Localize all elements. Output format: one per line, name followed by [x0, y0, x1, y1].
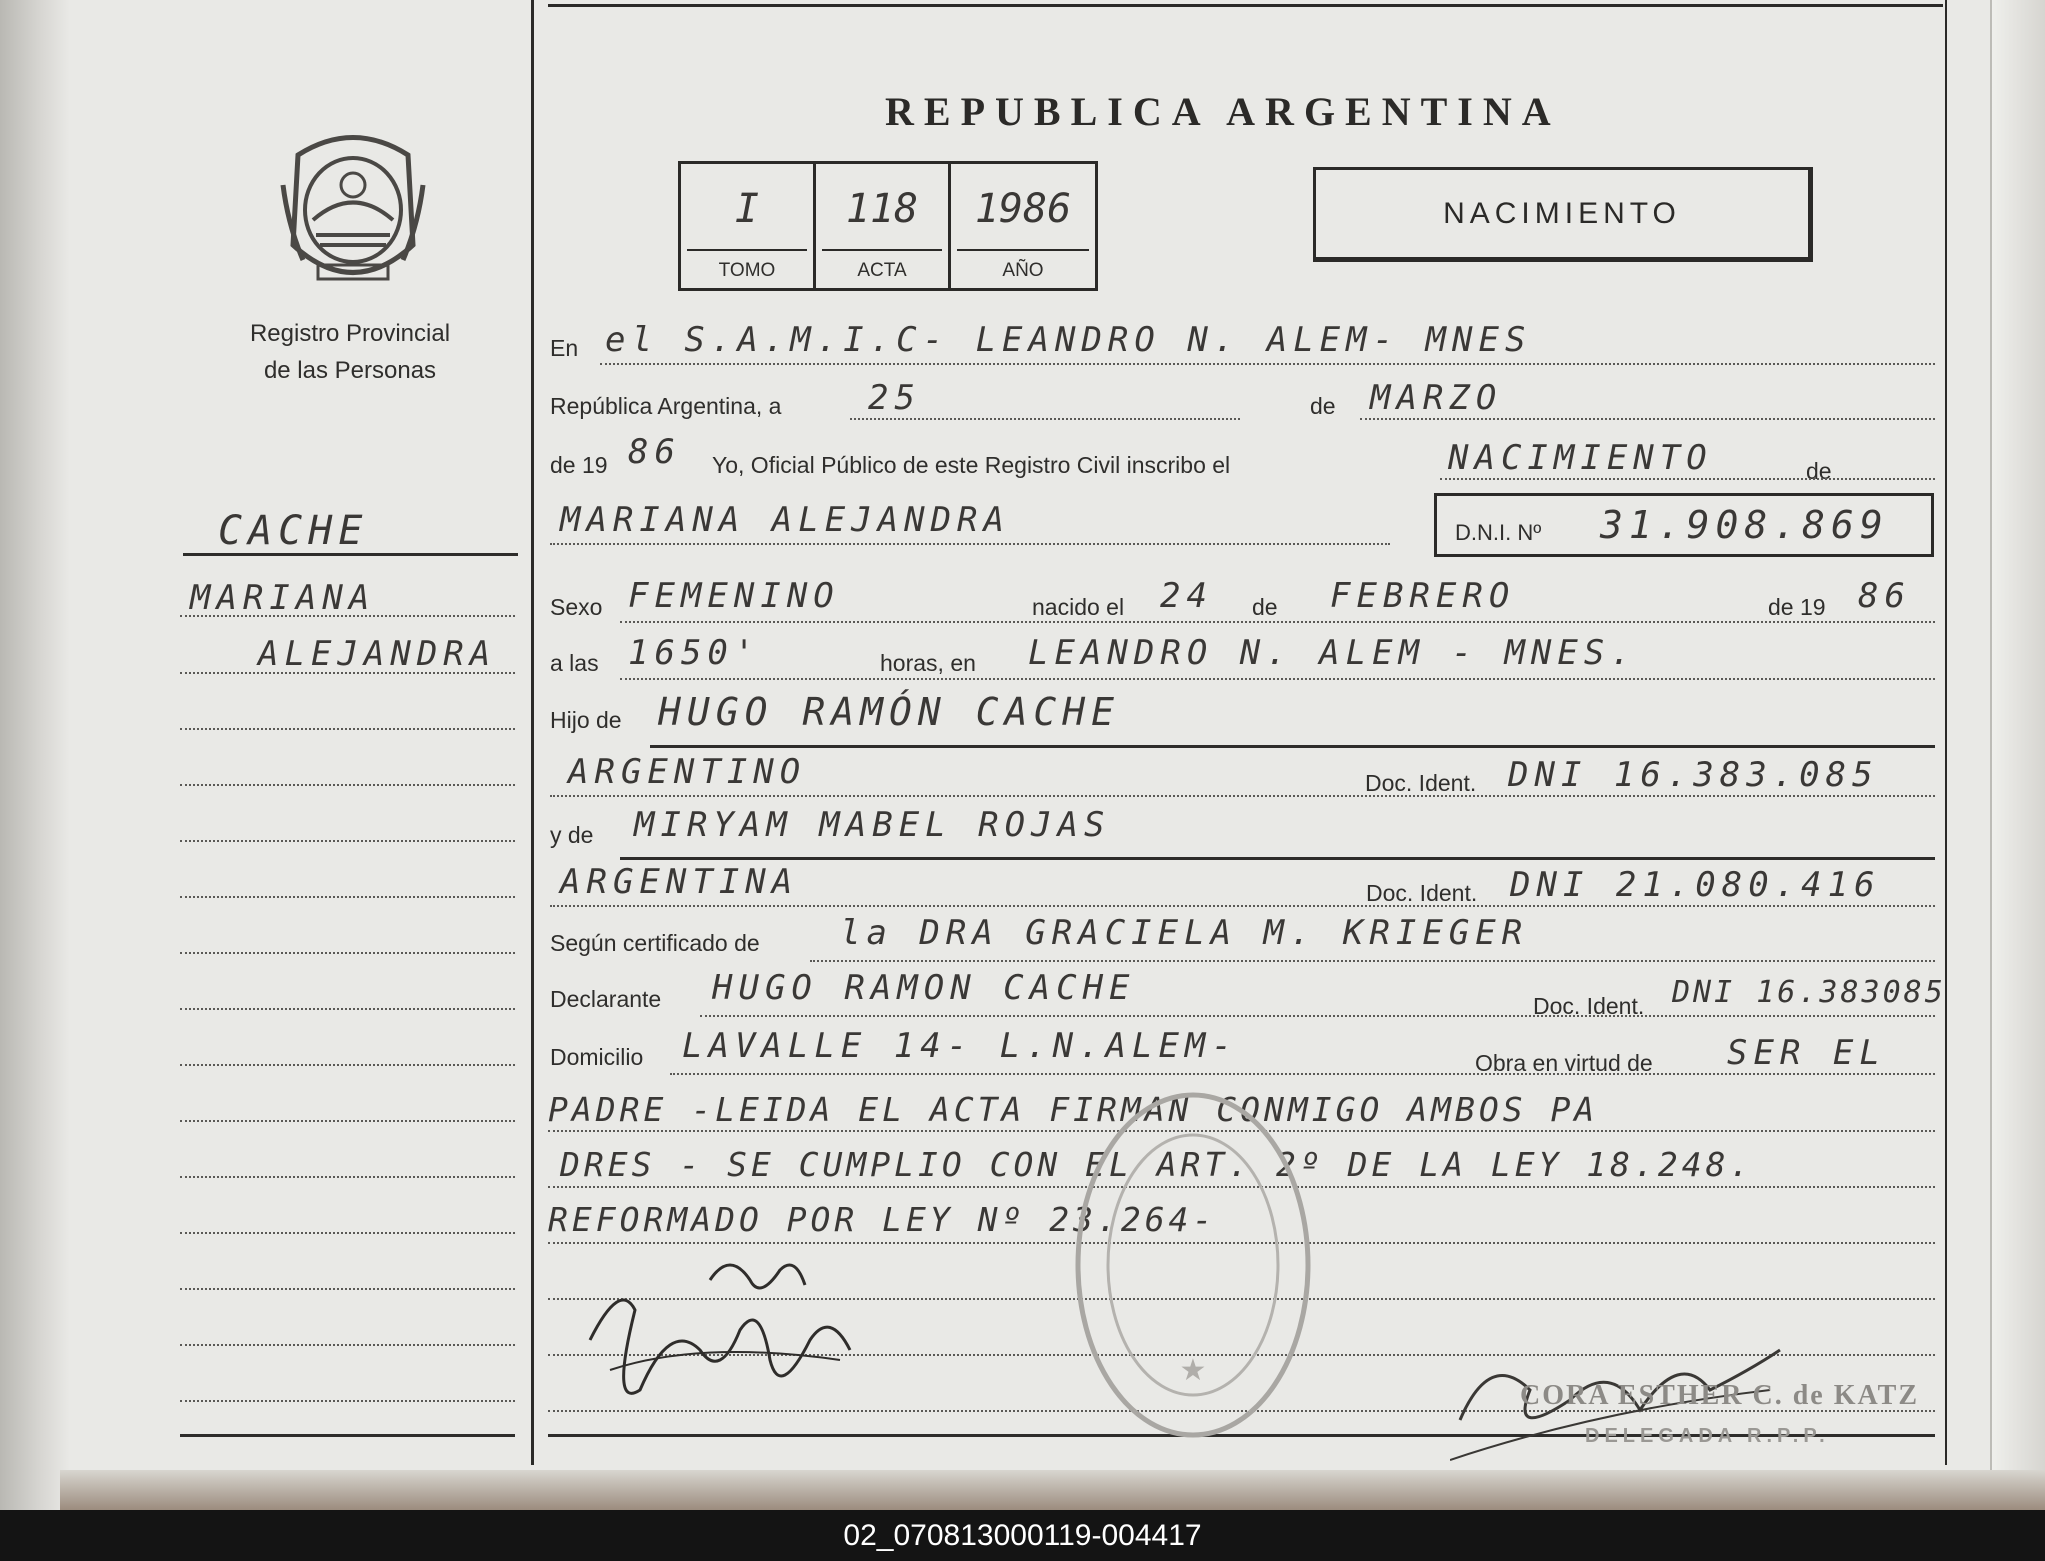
- hijo-label: Hijo de: [550, 707, 622, 733]
- stub-dotline: [180, 784, 515, 786]
- madre-value: MIRYAM MABEL ROJAS: [634, 805, 1111, 845]
- madre-doc-value: DNI 21.080.416: [1510, 865, 1881, 905]
- stub-dotline: [180, 1008, 515, 1010]
- main-border: [531, 0, 534, 1465]
- lugar-value: LEANDRO N. ALEM - MNES.: [1028, 633, 1637, 673]
- tomo-label: TOMO: [718, 260, 776, 281]
- nombre-value: MARIANA ALEJANDRA: [560, 500, 1010, 540]
- dotline: [620, 621, 1935, 623]
- obs-line3: REFORMADO POR LEY Nº 23.264-: [548, 1200, 1217, 1239]
- dotline: [550, 543, 1390, 545]
- padre-doc-value: DNI 16.383.085: [1508, 755, 1879, 795]
- anio-value: 1986: [974, 186, 1072, 232]
- obra-label: Obra en virtud de: [1475, 1050, 1653, 1076]
- acta-value: 118: [845, 186, 919, 232]
- stub-dotline: [180, 728, 515, 730]
- province-seal-logo: [278, 125, 428, 290]
- padre-doc-label: Doc. Ident.: [1365, 770, 1477, 796]
- image-code: 02_070813000119-004417: [0, 1510, 2045, 1561]
- official-stamp: [1068, 1080, 1318, 1450]
- en-label: En: [550, 335, 579, 361]
- declarante-doc-value: DNI 16.383085: [1672, 975, 1946, 1010]
- nacido-label: nacido el: [1032, 594, 1125, 620]
- rule: [650, 745, 1935, 748]
- svg-text:★: ★: [1179, 1354, 1207, 1387]
- republica-label: República Argentina, a: [550, 393, 782, 419]
- stub-dotline: [180, 1176, 515, 1178]
- stub-dotline: [180, 1344, 515, 1346]
- stub-dotline: [180, 1232, 515, 1234]
- dotline: [700, 1015, 1935, 1017]
- parents-signatures: [580, 1240, 880, 1420]
- obs-line1: PADRE -LEIDA EL ACTA FIRMAN CONMIGO AMBOS PA: [548, 1090, 1599, 1129]
- dotline: [550, 795, 1935, 797]
- sexo-label: Sexo: [550, 594, 603, 620]
- registry-name: [200, 315, 500, 389]
- stub-given1: MARIANA: [190, 578, 376, 618]
- domicilio-value: LAVALLE 14- L.N.ALEM-: [682, 1026, 1238, 1066]
- horas-en-label: horas, en: [880, 650, 976, 676]
- page-edge: [1990, 0, 2045, 1470]
- sexo-value: FEMENINO: [628, 576, 840, 616]
- cert-value: la DRA GRACIELA M. KRIEGER: [840, 913, 1529, 953]
- dotline: [620, 678, 1935, 680]
- stub-dotline: [180, 1400, 515, 1402]
- main-border: [1945, 0, 1947, 1465]
- tomo-cell: [681, 164, 816, 288]
- yde-label: y de: [550, 822, 594, 848]
- stub-dotline: [180, 615, 515, 617]
- padre-value: HUGO RAMÓN CACHE: [658, 690, 1121, 734]
- acto-value: NACIMIENTO: [1448, 438, 1713, 478]
- de-label: de: [1310, 393, 1336, 419]
- yo-label: Yo, Oficial Público de este Registro Civil inscribo el: [712, 452, 1231, 478]
- nac-dia-value: 24: [1160, 576, 1213, 616]
- year-value: 86: [628, 432, 681, 472]
- officer-role: DELEGADA R.P.P.: [1585, 1425, 1830, 1447]
- acta-label: ACTA: [857, 260, 907, 281]
- anio-label: AÑO: [1002, 260, 1044, 281]
- dni-value: 31.908.869: [1600, 503, 1889, 547]
- rule: [620, 857, 1935, 860]
- madre-nac-value: ARGENTINA: [560, 862, 799, 902]
- nac-de19-label: de 19: [1768, 594, 1826, 620]
- obs-line2: DRES - SE CUMPLIO CON EL ART. 2º DE LA LEY 18.248.: [560, 1145, 1754, 1184]
- dotline: [850, 418, 1240, 420]
- stub-dotline: [180, 672, 515, 674]
- madre-doc-label: Doc. Ident.: [1366, 880, 1478, 906]
- stub-surname: CACHE: [218, 508, 369, 554]
- dotline: [600, 363, 1935, 365]
- book-spine: [0, 0, 70, 1510]
- dia-value: 25: [868, 378, 921, 418]
- officer-name: CORA ESTHER C. de KATZ: [1520, 1380, 1919, 1411]
- dotline: [670, 1073, 1935, 1075]
- record-type-box: NACIMIENTO: [1313, 167, 1813, 262]
- registry-name-line1: Registro Provincial: [249, 320, 451, 347]
- reference-box: [678, 161, 1098, 291]
- padre-nac-value: ARGENTINO: [568, 752, 807, 792]
- de-label2: de: [1806, 458, 1832, 484]
- nac-mes-value: FEBRERO: [1330, 576, 1516, 616]
- nac-de-label: de: [1252, 594, 1278, 620]
- alas-label: a las: [550, 650, 599, 676]
- stub-surname-rule: [183, 553, 518, 556]
- stub-dotline: [180, 952, 515, 954]
- dotline: [550, 905, 1935, 907]
- nac-year-value: 86: [1858, 576, 1911, 616]
- domicilio-label: Domicilio: [550, 1044, 644, 1070]
- book-bottom-edge: [60, 1470, 2045, 1510]
- stub-dotline: [180, 896, 515, 898]
- stub-dotline: [180, 1064, 515, 1066]
- de19-label: de 19: [550, 452, 608, 478]
- main-border: [548, 4, 1943, 7]
- stub-dotline: [180, 840, 515, 842]
- obra-value: SER EL: [1727, 1033, 1886, 1073]
- stub-bottom-rule: [180, 1434, 515, 1437]
- declarante-value: HUGO RAMON CACHE: [712, 968, 1136, 1008]
- dotline: [1440, 478, 1935, 480]
- anio-cell: [951, 164, 1095, 288]
- mes-value: MARZO: [1370, 378, 1503, 418]
- en-value: el S.A.M.I.C- LEANDRO N. ALEM- MNES: [605, 320, 1532, 360]
- declarante-label: Declarante: [550, 986, 662, 1012]
- hora-value: 1650': [628, 633, 761, 673]
- dotline: [810, 960, 1935, 962]
- stub-dotline: [180, 1120, 515, 1122]
- stub-dotline: [180, 1288, 515, 1290]
- declarante-doc-label: Doc. Ident.: [1533, 993, 1645, 1019]
- dotline: [1360, 418, 1935, 420]
- cert-label: Según certificado de: [550, 930, 760, 956]
- document-title: REPUBLICA ARGENTINA: [885, 89, 1561, 134]
- acta-cell: [816, 164, 951, 288]
- tomo-value: I: [734, 186, 760, 232]
- stub-given2: ALEJANDRA: [258, 634, 497, 674]
- registry-name-line2: de las Personas: [263, 357, 437, 384]
- dni-label: D.N.I. Nº: [1455, 520, 1542, 545]
